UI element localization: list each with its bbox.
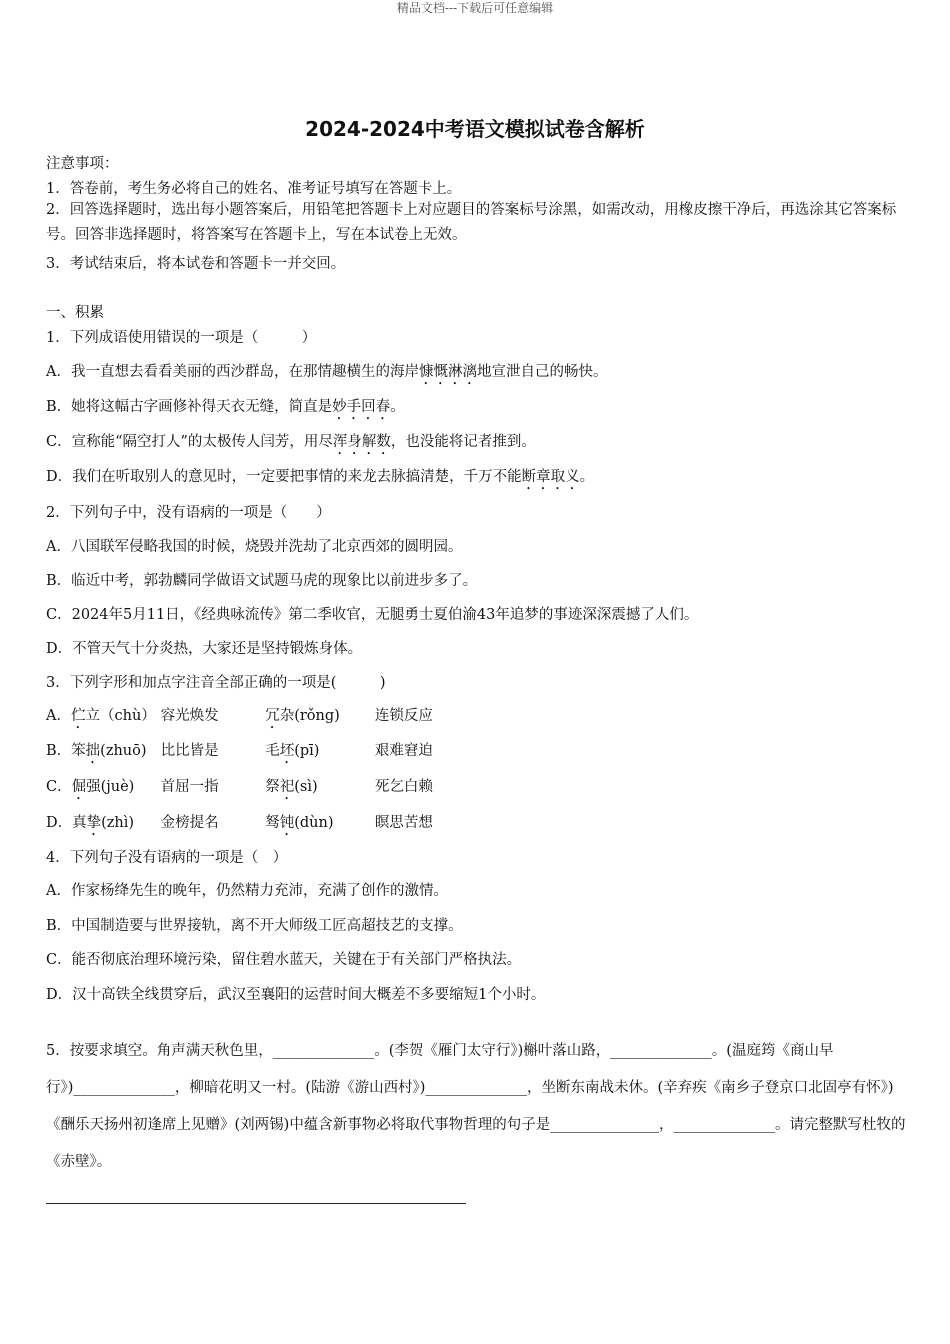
q3-option-b: B．笨拙(zhuō) 比比皆是 毛坯(pī) 艰难窘迫 [46,743,433,759]
notice-item-1: 1．答卷前，考生务必将自己的姓名、准考证号填写在答题卡上。 [46,181,462,197]
q2-stem: 2．下列句子中，没有语病的一项是（ ） [46,505,331,521]
page-title: 2024-2024中考语文模拟试卷含解析 [305,117,645,141]
q3-option-a: A．伫立（chù） 容光焕发 冗杂(rǒng) 连锁反应 [46,708,433,724]
dotted-idiom: 慷慨淋漓 [418,364,477,380]
q4-option-b: B．中国制造要与世界接轨，离不开大师级工匠高超技艺的支撑。 [46,918,463,934]
notice-heading: 注意事项： [46,156,119,172]
q1-option-c: C．宣称能“隔空打人”的太极传人闫芳，用尽浑身解数，也没能将记者推到。 [46,434,536,450]
q2-option-b: B．临近中考，郭勃麟同学做语文试题马虎的现象比以前进步多了。 [46,573,478,589]
q5-text: 5．按要求填空。角声满天秋色里，______________。(李贺《雁门太守行》)槲叶落山路，______________。(温庭筠《商山早行》)______________，柳暗花明又一村。(陆游《游山西村》)______________，坐断东南战未休。(辛弃疾《南乡子登京口北固亭有怀》)《酬乐天扬州初逢席上见赠》(刘两锡)中蕴含新事物必将取代事物哲理的句子是_______________，______________。请完整默写杜牧的《赤壁》。 [46,1043,906,1170]
q1-option-b: B．她将这幅古字画修补得天衣无缝，简直是妙手回春。 [46,399,405,415]
q4-option-d: D．汉十高铁全线贯穿后，武汉至襄阳的运营时间大概差不多要缩短1个小时。 [46,987,546,1003]
q1-stem: 1．下列成语使用错误的一项是（ ） [46,330,317,346]
notice-item-2: 2．回答选择题时，选出每小题答案后，用铅笔把答题卡上对应题目的答案标号涂黑，如需改动，用橡皮擦干净后，再选涂其它答案标号。回答非选择题时，将答案写在答题卡上，写在本试卷上无效。 [46,202,897,243]
dotted-idiom: 浑身解数 [332,434,391,450]
notice-item-3: 3．考试结束后，将本试卷和答题卡一并交回。 [46,256,346,272]
q4-option-a: A．作家杨绛先生的晚年，仍然精力充沛，充满了创作的激情。 [46,883,448,899]
q1-option-d: D．我们在听取别人的意见时，一定要把事情的来龙去脉搞清楚，千万不能断章取义。 [46,469,595,485]
q3-option-c: C．倔强(juè) 首屈一指 祭祀(sì) 死乞白赖 [46,779,433,795]
q3-option-d: D．真挚(zhì) 金榜提名 驽钝(dùn) 瞑思苦想 [46,815,433,831]
q2-option-a: A．八国联军侵略我国的时候，烧毁并洗劫了北京西郊的圆明园。 [46,539,463,555]
dotted-idiom: 妙手回春 [332,399,391,415]
section-heading: 一、积累 [46,305,104,321]
q4-stem: 4．下列句子没有语病的一项是（ ） [46,850,288,866]
q2-option-c: C．2024年5月11日，《经典咏流传》第二季收官，无腿勇士夏伯渝43年追梦的事迹深深震撼了人们。 [46,607,699,623]
q2-option-d: D．不管天气十分炎热，大家还是坚持锻炼身体。 [46,641,363,657]
answer-line [46,1203,466,1204]
q1-option-a: A．我一直想去看看美丽的西沙群岛，在那情趣横生的海岸慷慨淋漓地宣泄自己的畅快。 [46,364,608,380]
header-note: 精品文档---下载后可任意编辑 [396,1,554,15]
q4-option-c: C．能否彻底治理环境污染，留住碧水蓝天，关键在于有关部门严格执法。 [46,952,522,968]
dotted-idiom: 断章取义 [521,469,580,485]
q3-stem: 3．下列字形和加点字注音全部正确的一项是( ) [46,675,386,691]
